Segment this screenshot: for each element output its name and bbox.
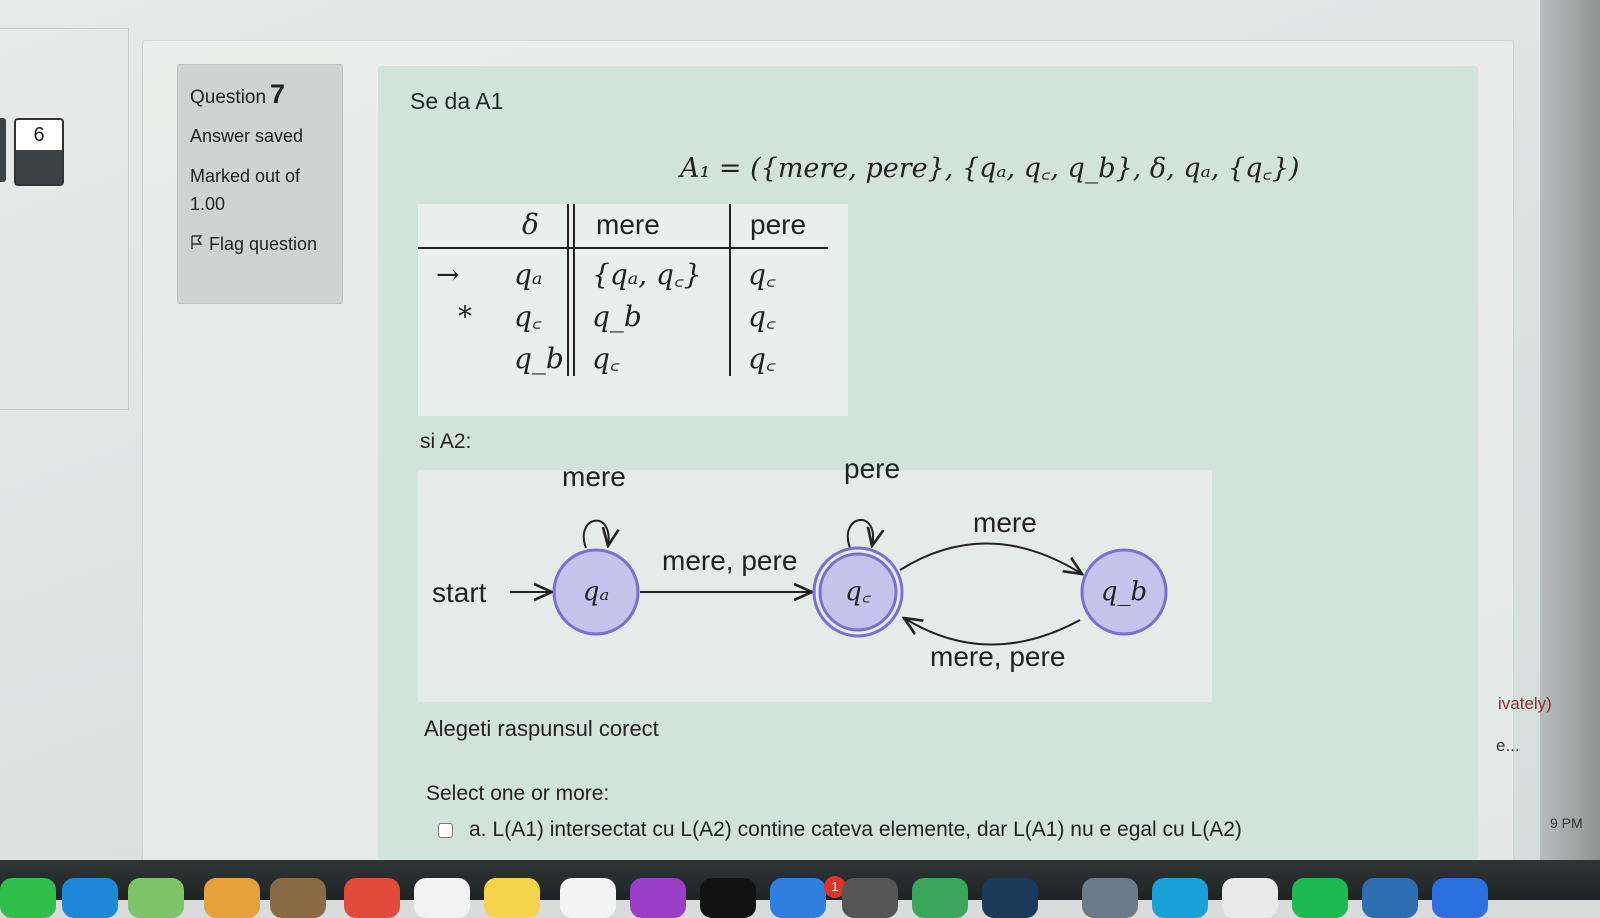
flag-question-button[interactable]	[190, 230, 330, 260]
table-row-marker: →	[436, 258, 460, 291]
edge-qc-qb	[900, 543, 1082, 574]
question-instruction: Alegeti raspunsul corect	[424, 716, 659, 741]
edge-qa-qc-label: mere, pere	[662, 545, 798, 576]
contacts-app-icon[interactable]	[270, 878, 326, 918]
side-panel-fragment: e...	[1496, 736, 1520, 755]
quiz-navigation-panel	[0, 28, 129, 410]
calendar-app-icon[interactable]	[344, 878, 400, 918]
podcasts-app-icon[interactable]	[630, 878, 686, 918]
messages-app-icon[interactable]	[0, 878, 56, 918]
app-store-badge: 1	[824, 876, 846, 898]
flag-question-label: Flag question	[209, 234, 318, 254]
state-qa-label: qₐ	[582, 577, 610, 607]
answer-option-a[interactable]	[438, 818, 1242, 842]
table-row-state: q꜀	[514, 300, 542, 333]
flag-icon	[190, 232, 203, 260]
table-cell-mere: q꜀	[592, 342, 620, 375]
question-info-panel	[177, 64, 343, 304]
grade-info	[190, 162, 330, 218]
table-cell-mere: {qₐ, q꜀}	[592, 258, 702, 291]
safari-app-icon[interactable]	[62, 878, 118, 918]
tv-app-icon[interactable]	[700, 878, 756, 918]
table-cell-pere: q꜀	[748, 342, 776, 375]
table-cell-mere: q_b	[592, 300, 642, 333]
table-cell-pere: q꜀	[748, 300, 776, 333]
quiz-nav-prev-tile[interactable]	[0, 118, 6, 182]
option-a-checkbox[interactable]	[438, 823, 453, 838]
skype-app-icon[interactable]	[1152, 878, 1208, 918]
music-app-icon[interactable]	[560, 878, 616, 918]
side-panel-fragment: ivately)	[1498, 694, 1552, 713]
slack-app-icon[interactable]	[1222, 878, 1278, 918]
option-a-letter: a.	[469, 818, 487, 841]
start-label: start	[432, 577, 487, 608]
option-a-text[interactable]: L(A1) intersectat cu L(A2) contine cateva elemente, dar L(A1) nu e egal cu L(A2)	[492, 818, 1242, 841]
loop-qc-label: pere	[844, 453, 901, 484]
clock-time: 9 PM	[1550, 815, 1583, 831]
automaton-label: si A2:	[420, 430, 472, 453]
question-title	[190, 79, 330, 110]
table-cell-pere: q꜀	[748, 258, 776, 291]
app-icon[interactable]	[912, 878, 968, 918]
answer-status: Answer saved	[190, 126, 304, 146]
app-icon[interactable]	[1362, 878, 1418, 918]
loop-qc	[848, 520, 873, 548]
question-number: 7	[270, 79, 286, 109]
maps-app-icon[interactable]	[128, 878, 184, 918]
table-row-marker: *	[458, 300, 472, 333]
spotify-app-icon[interactable]	[1292, 878, 1348, 918]
loop-qa-label: mere	[562, 461, 626, 492]
notes-app-icon[interactable]	[484, 878, 540, 918]
question-label: Question	[190, 87, 267, 108]
app-store-icon[interactable]	[770, 878, 826, 918]
transition-table-graphic	[418, 204, 848, 416]
question-intro: Se da A1	[410, 88, 504, 114]
marked-value: 1.00	[190, 194, 226, 214]
quiz-nav-question-number: 6	[33, 124, 45, 146]
automaton-diagram	[418, 453, 1212, 702]
table-row-state: q_b	[514, 342, 564, 375]
marked-label: Marked out of	[190, 166, 301, 186]
preview-app-icon[interactable]	[1082, 878, 1138, 918]
table-header-pere: pere	[750, 209, 807, 240]
edge-qb-qc-label: mere, pere	[930, 641, 1066, 672]
quiz-nav-answered-fill	[16, 150, 62, 184]
zoom-app-icon[interactable]	[1432, 878, 1488, 918]
screen-edge	[1540, 0, 1600, 860]
transition-table	[418, 204, 848, 416]
photos-app-icon[interactable]	[204, 878, 260, 918]
table-row-state: qₐ	[514, 258, 543, 291]
system-preferences-icon[interactable]	[842, 878, 898, 918]
table-header-mere: mere	[596, 209, 660, 240]
table-header-delta: δ	[522, 208, 539, 241]
reminders-app-icon[interactable]	[414, 878, 470, 918]
loop-qa	[584, 521, 609, 548]
edge-qc-qb-label: mere	[973, 507, 1037, 538]
quiz-nav-question-button[interactable]	[14, 118, 64, 186]
automaton-formula: A₁ = ({mere, pere}, {qₐ, q꜀, q_b}, δ, qₐ, {q꜀})	[680, 153, 1300, 184]
automaton-diagram-graphic	[418, 453, 1212, 702]
state-qb-label: q_b	[1100, 577, 1148, 607]
state-qc-label: q꜀	[845, 577, 871, 607]
select-prompt: Select one or more:	[426, 782, 610, 805]
app-icon[interactable]	[982, 878, 1038, 918]
